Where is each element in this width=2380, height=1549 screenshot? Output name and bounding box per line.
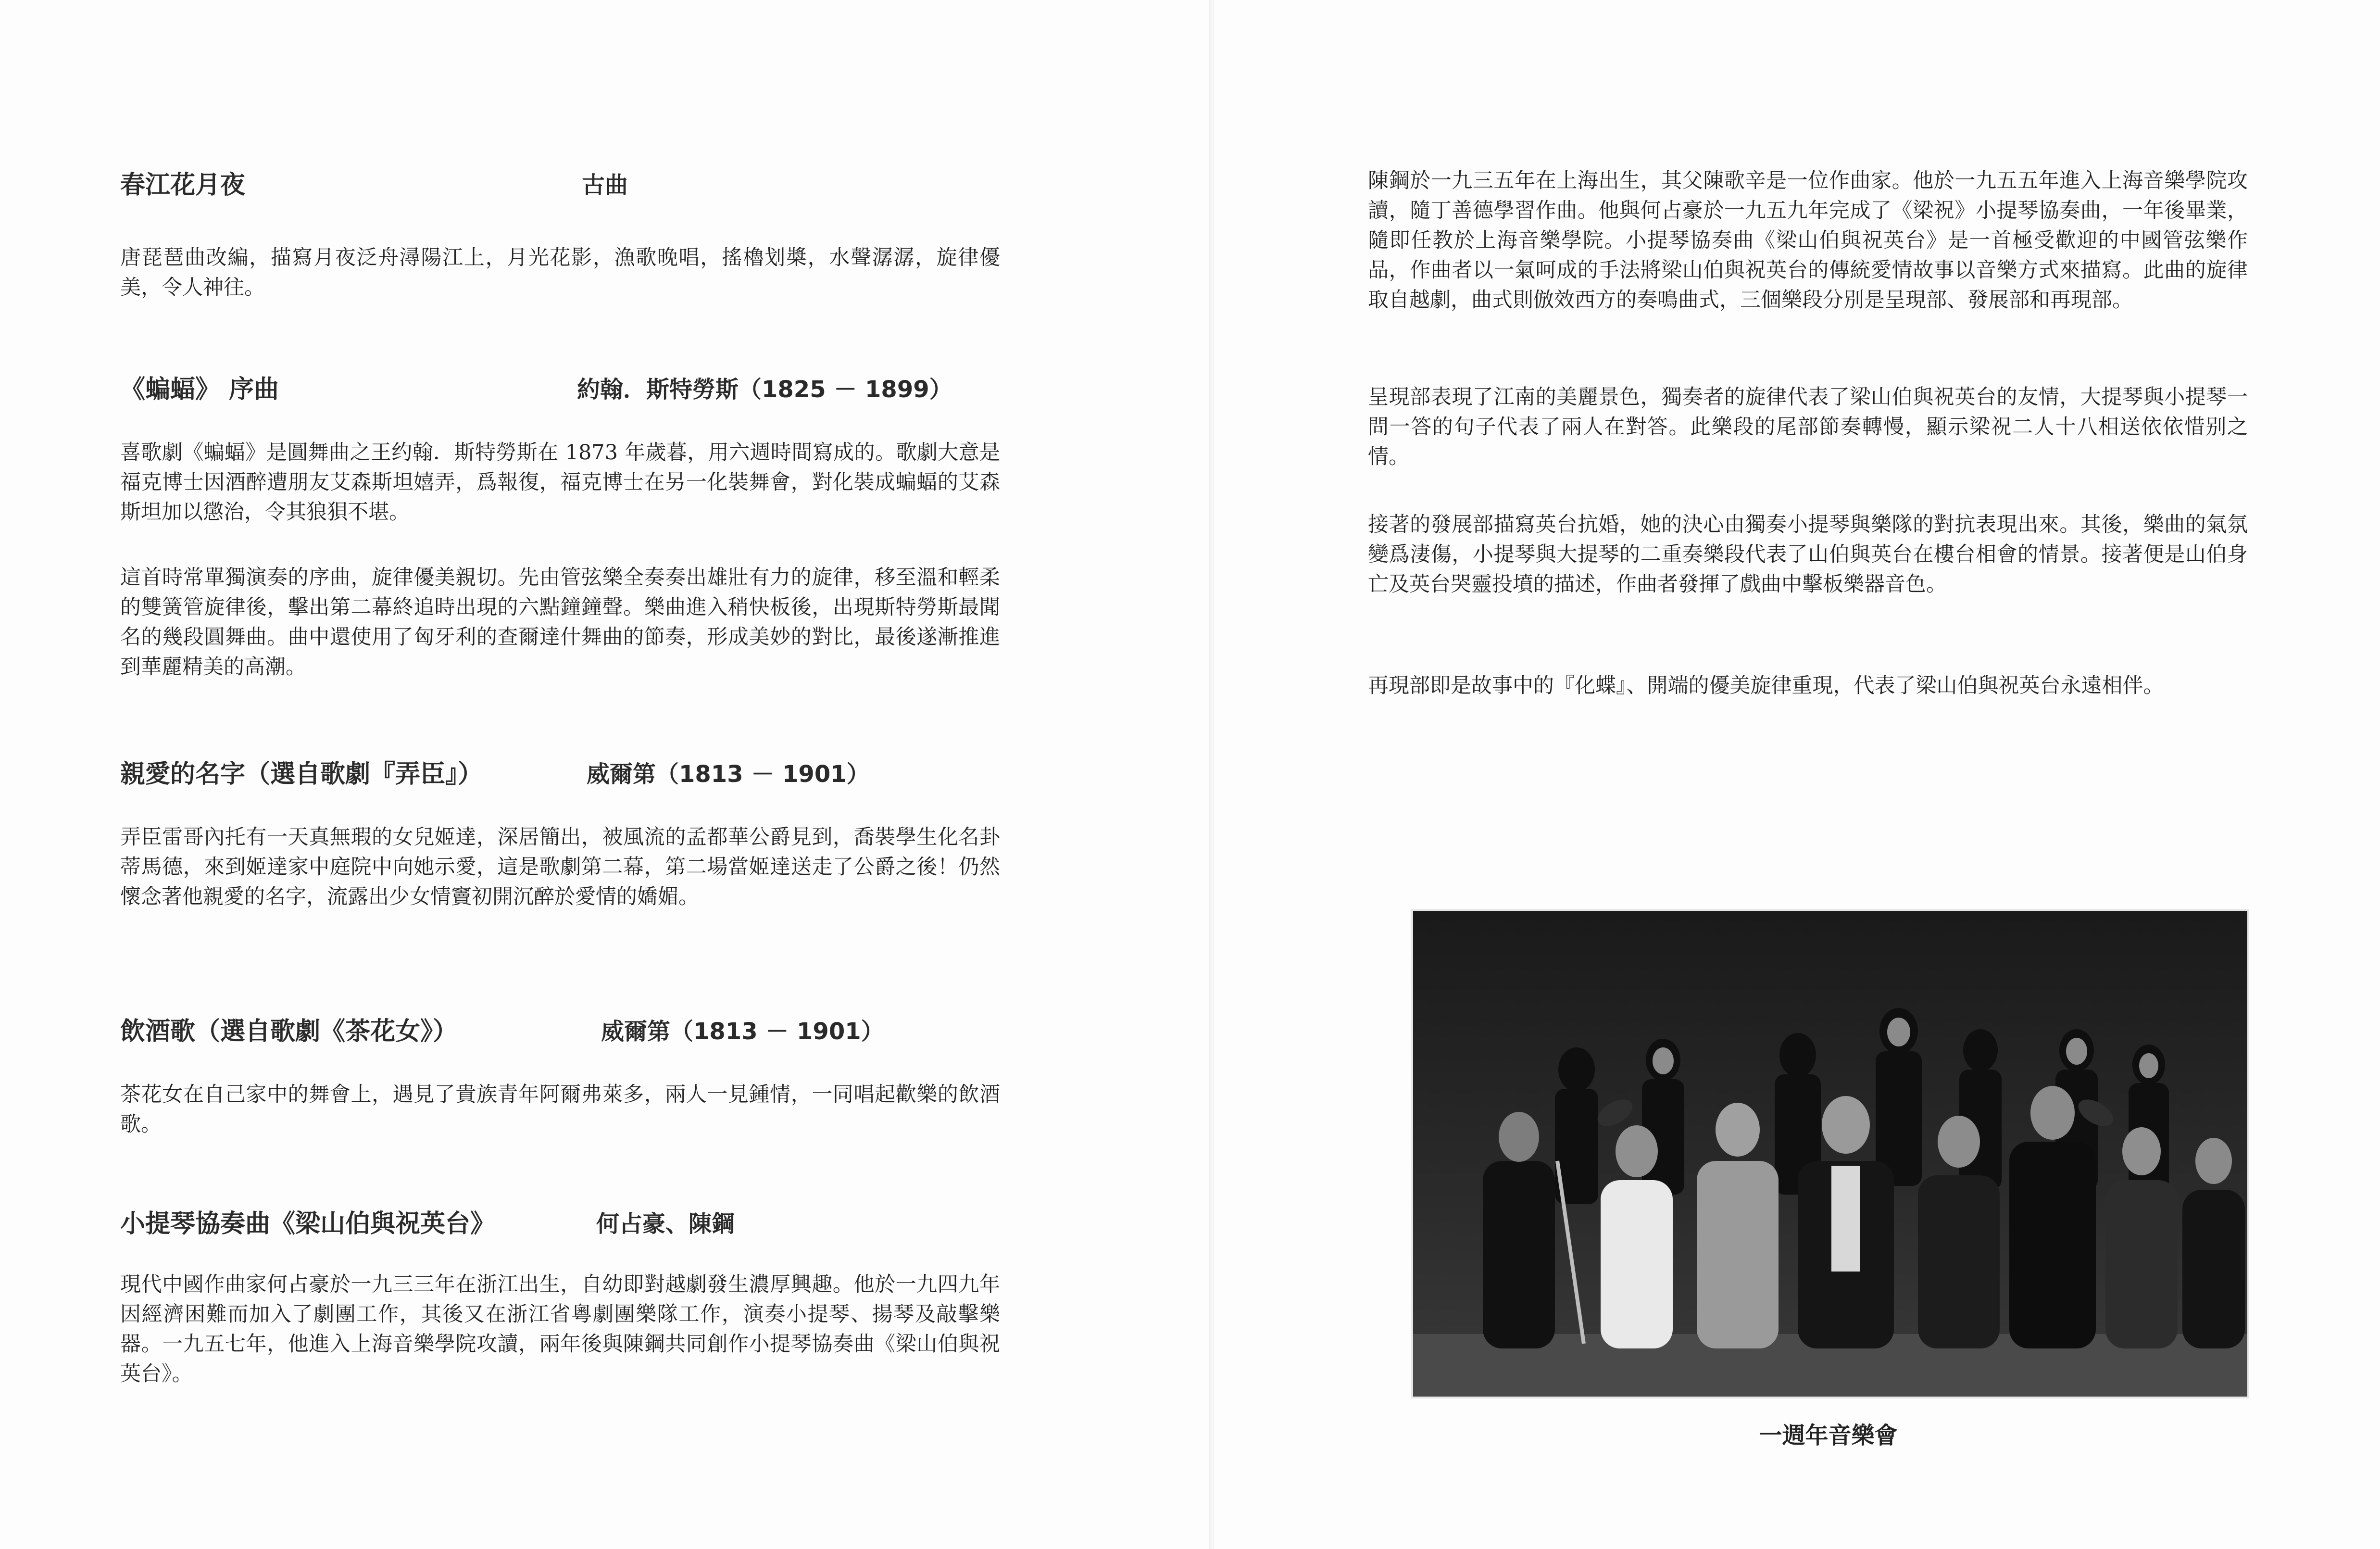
piece-title: 飲酒歌（選自歌劇《茶花女》） — [120, 1017, 458, 1046]
photo-caption: 一週年音樂會 — [1759, 1422, 1898, 1449]
piece-title: 親愛的名字（選自歌劇『弄臣』） — [120, 760, 483, 789]
page-gutter — [1209, 0, 1214, 1549]
program-note-paragraph: 弄臣雷哥內托有一天真無瑕的女兒姬達，深居簡出，被風流的孟都華公爵見到，喬裝學生化名卦蒂馬德，來到姬達家中庭院中向她示愛，這是歌劇第二幕，第二場當姬達送走了公爵之後！仍然懷念著他親愛的名字，流露出少女情竇初開沉醉於愛情的嬌媚。 — [120, 825, 1000, 909]
program-note-paragraph: 再現部即是故事中的『化蝶』、開端的優美旋律重現，代表了梁山伯與祝英台永遠相伴。 — [1368, 674, 2164, 698]
concert-group-photo — [1411, 909, 2249, 1398]
program-note-paragraph: 呈現部表現了江南的美麗景色，獨奏者的旋律代表了梁山伯與祝英台的友情，大提琴與小提琴一問一答的句子代表了兩人在對答。此樂段的尾部節奏轉慢，顯示梁祝二人十八相送依依惜别之情。 — [1368, 385, 2248, 469]
program-note-paragraph: 喜歌劇《蝙蝠》是圓舞曲之王约翰．斯特勞斯在 1873 年歲暮，用六週時間寫成的。歌劇大意是福克博士因酒醉遭朋友艾森斯坦嬉弄，爲報復，福克博士在另一化裝舞會，對化裝成蝙蝠的艾森斯坦加以懲治，令其狼狽不堪。 — [120, 441, 1000, 524]
piece-composer: 約翰．斯特勞斯（1825 － 1899） — [577, 376, 952, 403]
program-note-paragraph: 陳鋼於一九三五年在上海出生，其父陳歌辛是一位作曲家。他於一九五五年進入上海音樂學院攻讀，隨丁善德學習作曲。他與何占豪於一九五九年完成了《梁祝》小提琴協奏曲，一年後畢業，隨即任教於上海音樂學院。小提琴協奏曲《梁山伯與祝英台》是一首極受歡迎的中國管弦樂作品，作曲者以一氣呵成的手法將梁山伯與祝英台的傳統愛情故事以音樂方式來描寫。此曲的旋律取自越劇，曲式則倣效西方的奏鳴曲式，三個樂段分別是呈現部、發展部和再現部。 — [1368, 169, 2248, 312]
piece-title: 春江花月夜 — [120, 171, 246, 200]
program-note-paragraph: 唐琵琶曲改編，描寫月夜泛舟潯陽江上，月光花影，漁歌晚唱，搖櫓划槳，水聲潺潺，旋律優美，令人神往。 — [120, 246, 1000, 300]
concert-photo-image — [1413, 911, 2247, 1397]
section-heading — [120, 166, 1082, 204]
program-note-paragraph: 接著的發展部描寫英台抗婚，她的決心由獨奏小提琴與樂隊的對抗表現出來。其後，樂曲的氣氛變爲淒傷，小提琴與大提琴的二重奏樂段代表了山伯與英台在樓台相會的情景。接著便是山伯身亡及英台哭靈投墳的描述，作曲者發揮了戲曲中擊板樂器音色。 — [1368, 513, 2248, 596]
program-note-paragraph: 現代中國作曲家何占豪於一九三三年在浙江出生，自幼即對越劇發生濃厚興趣。他於一九四九年因經濟困難而加入了劇團工作，其後又在浙江省粵劇團樂隊工作，演奏小提琴、揚琴及敲擊樂器。一九五七年，他進入上海音樂學院攻讀，兩年後與陳鋼共同創作小提琴協奏曲《梁山伯與祝英台》。 — [120, 1272, 1000, 1386]
program-note-paragraph: 這首時常單獨演奏的序曲，旋律優美親切。先由管弦樂全奏奏出雄壯有力的旋律，移至溫和輕柔的雙簧管旋律後，擊出第二幕終追時出現的六點鐘鐘聲。樂曲進入稍快板後，出現斯特勞斯最聞名的幾段圓舞曲。曲中還使用了匈牙利的查爾達什舞曲的節奏，形成美妙的對比，最後遂漸推進到華麗精美的高潮。 — [120, 566, 1000, 679]
program-note-paragraph: 茶花女在自己家中的舞會上，遇見了貴族青年阿爾弗萊多，兩人一見鍾情，一同唱起歡樂的飲酒歌。 — [120, 1083, 1000, 1136]
section-heading — [120, 1012, 1082, 1051]
piece-title: 小提琴協奏曲《梁山伯與祝英台》 — [120, 1209, 496, 1238]
piece-composer: 威爾第（1813 － 1901） — [601, 1018, 884, 1045]
section-heading — [120, 370, 1082, 409]
piece-title: 《蝙蝠》 序曲 — [120, 375, 279, 404]
section-heading — [120, 755, 1082, 793]
section-heading — [120, 1205, 1082, 1243]
piece-composer: 何占豪、陳鋼 — [596, 1210, 735, 1237]
piece-composer: 威爾第（1813 － 1901） — [587, 761, 870, 788]
piece-composer: 古曲 — [582, 172, 628, 199]
